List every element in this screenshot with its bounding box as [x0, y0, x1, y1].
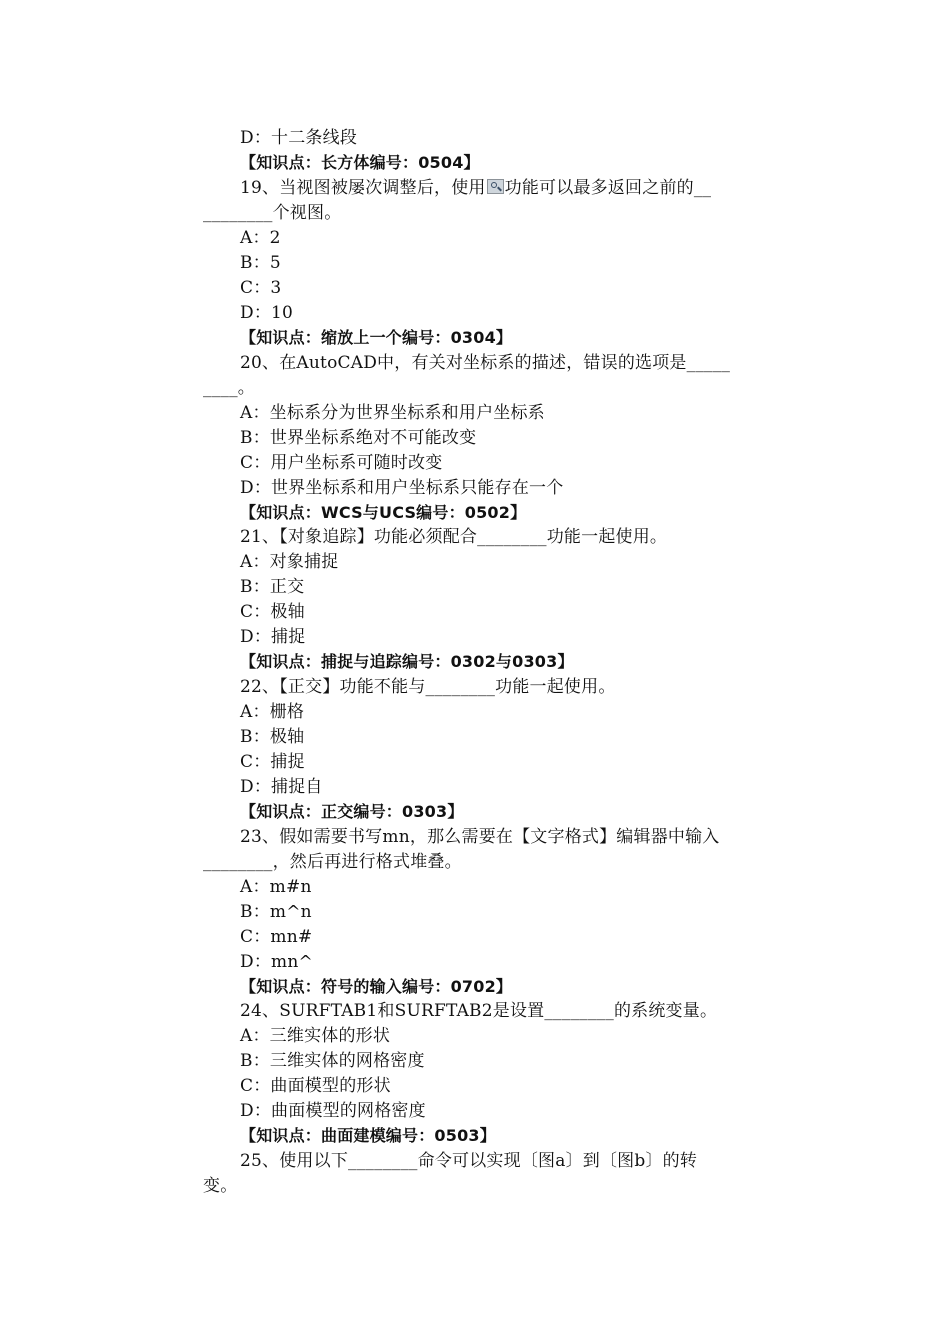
option-line: D：曲面模型的网格密度 [240, 1101, 426, 1121]
option-line: B：世界坐标系绝对不可能改变 [240, 428, 477, 448]
question-continuation: ________，然后再进行格式堆叠。 [203, 852, 462, 872]
question-text: 功能可以最多返回之前的__ [504, 178, 712, 198]
option-line: B：正交 [240, 577, 305, 597]
option-line: A：m#n [240, 877, 312, 897]
question-continuation: 变。 [203, 1176, 238, 1196]
option-line: B：极轴 [240, 727, 305, 747]
question-continuation: ____。 [203, 378, 255, 398]
option-line: B：5 [240, 253, 281, 273]
question-19 [240, 176, 711, 200]
knowledge-point: 【知识点：捕捉与追踪编号：0302与0303】 [240, 652, 574, 671]
knowledge-point: 【知识点：WCS与UCS编号：0502】 [240, 503, 527, 522]
option-line: C：曲面模型的形状 [240, 1076, 391, 1096]
question-23: 23、假如需要书写mn，那么需要在【文字格式】编辑器中输入 [240, 827, 720, 847]
option-line: C：极轴 [240, 602, 305, 622]
option-line: A：对象捕捉 [240, 552, 339, 572]
option-line: C：捕捉 [240, 752, 305, 772]
option-line: D：十二条线段 [240, 128, 358, 148]
option-line: D：捕捉 [240, 627, 306, 647]
question-21: 21、【对象追踪】功能必须配合________功能一起使用。 [240, 527, 668, 547]
question-continuation: ________个视图。 [203, 203, 342, 223]
option-line: C：mn# [240, 927, 313, 947]
zoom-previous-icon [487, 179, 504, 194]
option-line: D：10 [240, 303, 294, 323]
option-line: D：世界坐标系和用户坐标系只能存在一个 [240, 478, 564, 498]
question-24: 24、SURFTAB1和SURFTAB2是设置________的系统变量。 [240, 1001, 718, 1021]
option-line: C：3 [240, 278, 282, 298]
question-25: 25、使用以下________命令可以实现〔图a〕到〔图b〕的转 [240, 1151, 698, 1171]
question-20: 20、在AutoCAD中，有关对坐标系的描述，错误的选项是_____ [240, 353, 731, 373]
knowledge-point: 【知识点：正交编号：0303】 [240, 802, 464, 821]
option-line: C：用户坐标系可随时改变 [240, 453, 443, 473]
option-line: A：2 [240, 228, 281, 248]
knowledge-point: 【知识点：曲面建模编号：0503】 [240, 1126, 496, 1145]
question-22: 22、【正交】功能不能与________功能一起使用。 [240, 677, 616, 697]
option-line: D：mn^ [240, 952, 313, 972]
option-line: B：三维实体的网格密度 [240, 1051, 425, 1071]
option-line: B：m^n [240, 902, 312, 922]
option-line: A：三维实体的形状 [240, 1026, 391, 1046]
knowledge-point: 【知识点：缩放上一个编号：0304】 [240, 328, 513, 347]
option-line: A：坐标系分为世界坐标系和用户坐标系 [240, 403, 545, 423]
option-line: D：捕捉自 [240, 777, 323, 797]
knowledge-point: 【知识点：长方体编号：0504】 [240, 153, 480, 172]
question-text: 19、当视图被屡次调整后，使用 [240, 178, 486, 198]
knowledge-point: 【知识点：符号的输入编号：0702】 [240, 977, 513, 996]
option-line: A：栅格 [240, 702, 305, 722]
